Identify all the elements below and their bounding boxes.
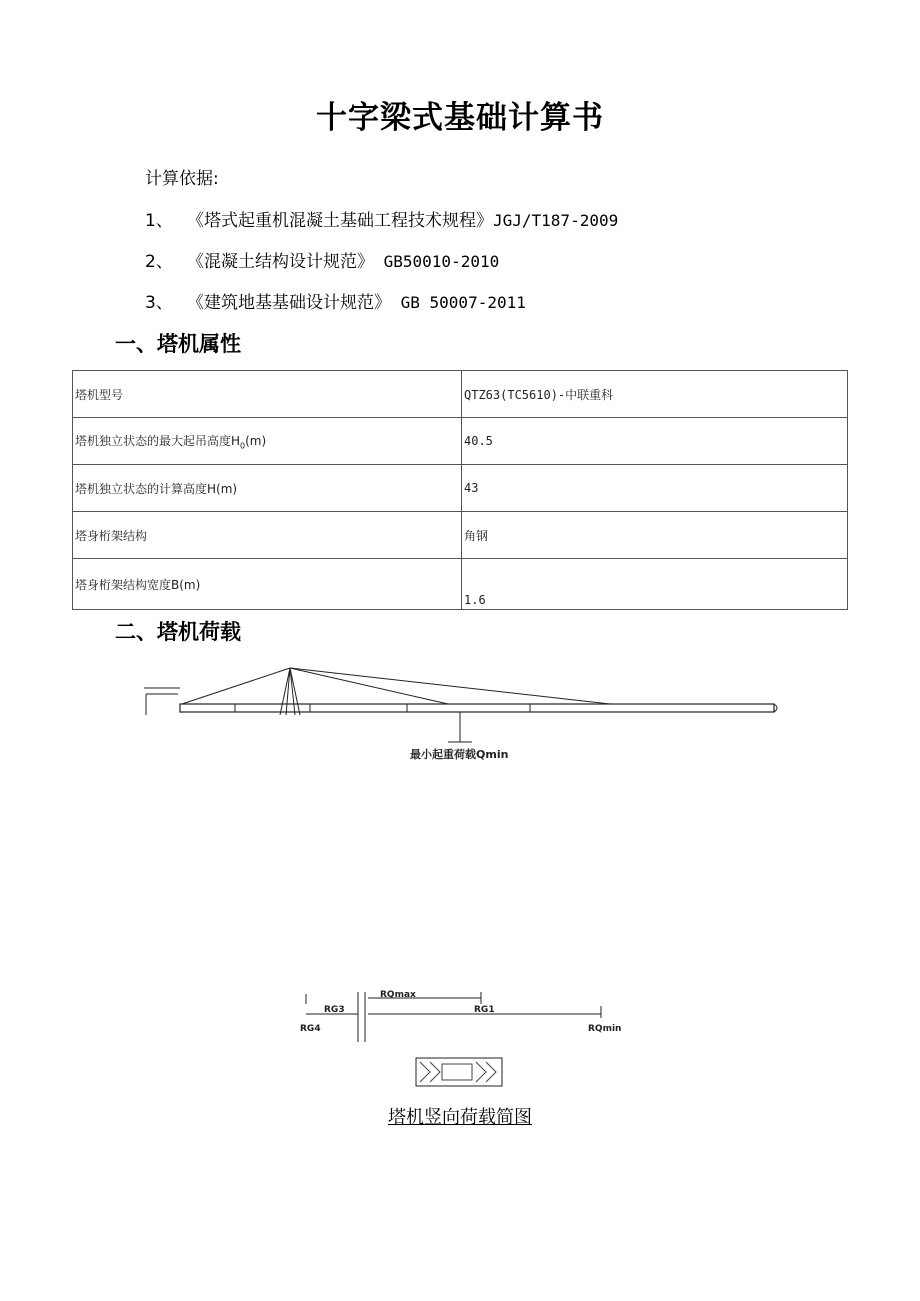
table-cell-value: 40.5 bbox=[462, 418, 848, 465]
crane-properties-table bbox=[72, 370, 848, 610]
foundation-block bbox=[416, 1058, 502, 1086]
reference-item bbox=[145, 288, 526, 313]
basis-heading: 计算依据: bbox=[145, 169, 219, 189]
jib-tie-inner bbox=[290, 668, 448, 704]
vertical-load-diagram bbox=[296, 984, 626, 1094]
page-title: 十字梁式基础计算书 bbox=[316, 100, 604, 136]
reference-name: 《建筑地基基础设计规范》 bbox=[187, 293, 391, 313]
table-cell-label: 塔机型号 bbox=[73, 371, 462, 418]
reference-name: 《混凝土结构设计规范》 bbox=[187, 252, 374, 272]
section-heading-crane-loads: 二、塔机荷载 bbox=[115, 620, 241, 644]
table-row bbox=[73, 418, 848, 465]
jib-tie-outer bbox=[290, 668, 610, 704]
table-cell-label: 塔机独立状态的计算高度H(m) bbox=[73, 465, 462, 512]
reference-name: 《塔式起重机混凝土基础工程技术规程》 bbox=[187, 211, 493, 231]
jib-beam bbox=[180, 704, 774, 712]
tower-head bbox=[280, 668, 300, 715]
rg1-label: RG1 bbox=[474, 1005, 495, 1015]
rqmax-label: RQmax bbox=[380, 990, 416, 1000]
table-row bbox=[73, 559, 848, 610]
section-heading-crane-properties: 一、塔机属性 bbox=[115, 332, 241, 356]
crane-load-label: 最小起重荷载Qmin bbox=[410, 748, 509, 761]
table-cell-label: 塔身桁架结构宽度B(m) bbox=[73, 559, 462, 610]
table-cell-value: 角钢 bbox=[462, 512, 848, 559]
table-cell-label bbox=[73, 418, 462, 465]
rg4-label: RG4 bbox=[300, 1024, 321, 1034]
reference-item bbox=[145, 206, 618, 231]
rqmin-label: RQmin bbox=[588, 1024, 622, 1034]
reference-number: 2、 bbox=[145, 252, 173, 272]
label-subscript: 0 bbox=[240, 441, 246, 451]
table-row bbox=[73, 465, 848, 512]
crane-elevation-diagram bbox=[140, 660, 785, 765]
reference-item bbox=[145, 247, 499, 272]
counter-jib-tie bbox=[182, 668, 290, 704]
label-text: 塔机独立状态的最大起吊高度H bbox=[75, 433, 241, 448]
table-cell-label: 塔身桁架结构 bbox=[73, 512, 462, 559]
caption-text: 塔机竖向荷载简图 bbox=[388, 1107, 532, 1128]
reference-code: JGJ/T187-2009 bbox=[493, 211, 619, 230]
reference-code: GB50010-2010 bbox=[374, 252, 500, 271]
reference-number: 3、 bbox=[145, 293, 173, 313]
table-row bbox=[73, 371, 848, 418]
table-row bbox=[73, 512, 848, 559]
table-cell-value: 43 bbox=[462, 465, 848, 512]
table-cell-value: 1.6 bbox=[462, 559, 848, 610]
label-unit: (m) bbox=[245, 433, 267, 448]
figure-caption bbox=[0, 1103, 920, 1129]
table-cell-value: QTZ63(TC5610)-中联重科 bbox=[462, 371, 848, 418]
reference-code: GB 50007-2011 bbox=[391, 293, 526, 312]
reference-number: 1、 bbox=[145, 211, 173, 231]
rg3-label: RG3 bbox=[324, 1005, 345, 1015]
